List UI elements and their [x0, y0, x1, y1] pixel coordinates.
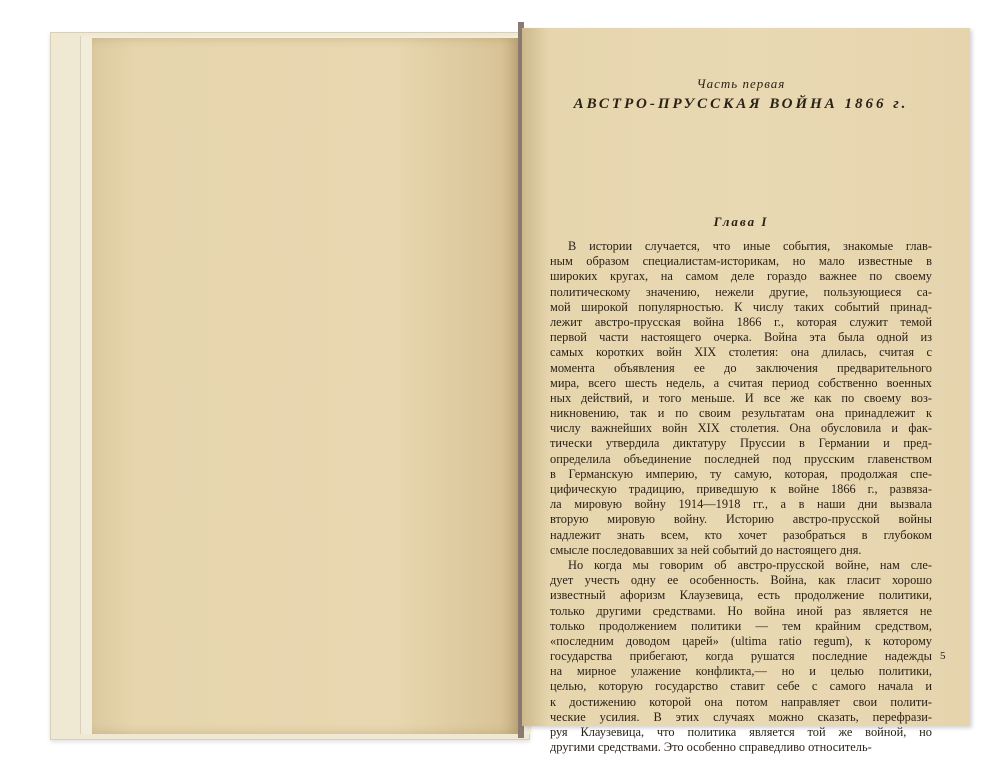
page-number: 5: [940, 650, 946, 662]
text-line: руя Клаузевица, что политика является той же войной, но: [550, 725, 932, 739]
text-line: первой части настоящего очерка. Война эта была одной из: [550, 330, 932, 345]
text-line: в Германскую империю, ту самую, которая, продолжая спе-: [550, 466, 932, 481]
text-line: ческие усилия. В этих случаях можно сказать, перефрази-: [550, 709, 932, 724]
text-line: дует учесть одну ее особенность. Война, как гласит хорошо: [550, 573, 932, 588]
text-line: на мирное улажение конфликта,— но и целью политики,: [550, 664, 932, 679]
text-line: числу важнейших войн XIX столетия. Она обусловила и фак-: [550, 421, 932, 436]
text-line: В истории случается, что иные события, знакомые глав-: [568, 239, 932, 253]
chapter-title: Глава I: [713, 214, 769, 229]
text-line: вторую мировую войну. Историю австро-прусской войны: [550, 512, 932, 527]
text-line: государства прибегают, когда рушатся последние надежды: [550, 649, 932, 664]
text-line: определила объединение последней под прусским главенством: [550, 451, 932, 466]
text-line: политическому значению, нежели другие, пользующиеся са-: [550, 284, 932, 299]
right-page: [522, 28, 970, 755]
text-line: только другими средствами. Но война иной раз является не: [550, 603, 932, 618]
text-line: цифическую традицию, приведшую к войне 1866 г., развяза-: [550, 482, 932, 496]
text-line: целью, которую государство ставит себе с самого начала и: [550, 679, 932, 694]
text-line: известный афоризм Клаузевица, есть продолжение политики,: [550, 588, 932, 603]
text-line: лежит австро-прусская война 1866 г., которая служит темой: [550, 314, 932, 329]
text-line: мой широкой популярностью. К числу таких событий принад-: [550, 299, 932, 314]
text-line: к достижению которой она потом направляет свои полити-: [550, 694, 932, 709]
text-line: момента объявления ее до заключения предварительного: [550, 360, 932, 375]
text-line: широких кругах, на самом деле гораздо важнее по своему: [550, 269, 932, 284]
text-line: надлежит знать всем, кто хочет разобраться в глубоком: [550, 527, 932, 542]
open-book: [50, 20, 972, 755]
text-line: только продолжением политики — тем крайним средством,: [550, 618, 932, 633]
text-line: никновению, так и по своим результатам она принадлежит к: [550, 406, 932, 421]
text-line: ным образом специалистам-историкам, но мало известные в: [550, 254, 932, 269]
part-label: Часть первая: [696, 76, 786, 91]
text-line: тически утвердила диктатуру Пруссии в Германии и пред-: [550, 436, 932, 451]
text-line: самых коротких войн XIX столетия: она длилась, считая с: [550, 345, 932, 360]
text-line: смысле последовавших за ней событий до настоящего дня.: [550, 542, 862, 557]
text-line: «последним доводом царей» (ultima ratio regum), к которому: [550, 633, 932, 648]
body-text: [550, 239, 932, 755]
text-line: другими средствами. Это особенно справедливо относитель-: [550, 740, 872, 755]
left-page-blank: [92, 38, 520, 734]
text-line: ных действий, и того меньше. И все же как по своему воз-: [550, 390, 932, 405]
part-title: АВСТРО-ПРУССКАЯ ВОЙНА 1866 г.: [573, 96, 909, 112]
text-line: мира, всего шесть недель, а считая период собственно военных: [550, 375, 932, 390]
text-line: ла мировую войну 1914—1918 гг., а в наши дни вызвала: [550, 497, 932, 512]
text-line: Но когда мы говорим об австро-прусской войне, нам сле-: [568, 557, 932, 572]
